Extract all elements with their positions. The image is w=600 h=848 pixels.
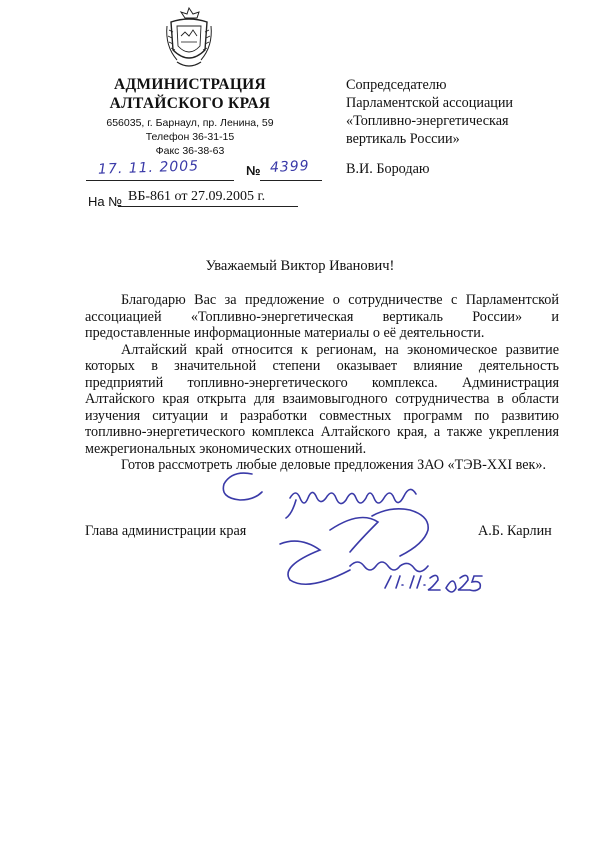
recipient-line4: вертикаль России» — [346, 131, 460, 147]
sender-org-name-line1: АДМИНИСТРАЦИЯ — [113, 76, 267, 93]
body-paragraph-1: Благодарю Вас за предложение о сотрудничестве с Парламентской ассоциацией «Топливно-энергетическая вертикаль России» и предоставленные информационные материалы о её деятельности. — [85, 292, 559, 341]
outgoing-number: 4399 — [269, 157, 311, 177]
sender-address: 656035, г. Барнаул, пр. Ленина, 59 — [106, 117, 274, 129]
recipient-line1: Сопредседателю — [346, 77, 447, 93]
body-paragraph-3: Готов рассмотреть любые деловые предложения ЗАО «ТЭВ-XXI век». — [121, 457, 547, 473]
recipient-line3: «Топливно-энергетическая — [346, 113, 509, 129]
coat-of-arms-icon — [163, 6, 215, 72]
recipient-name: В.И. Бородаю — [346, 161, 430, 177]
handwritten-signature — [210, 470, 510, 600]
signatory-name: А.Б. Карлин — [478, 523, 552, 539]
outgoing-date-line — [86, 180, 234, 181]
reference-line — [118, 206, 298, 207]
signatory-position: Глава администрации края — [85, 523, 247, 539]
sender-phone: Телефон 36-31-15 — [145, 131, 235, 143]
outgoing-number-label: № — [246, 163, 261, 178]
outgoing-date: 17. 11. 2005 — [97, 158, 200, 178]
reference-value: ВБ-861 от 27.09.2005 г. — [128, 189, 266, 204]
letter-body — [85, 292, 559, 474]
sender-org-name-line2: АЛТАЙСКОГО КРАЯ — [109, 95, 271, 112]
reference-label: На № — [88, 194, 123, 209]
body-paragraph-2: Алтайский край относится к регионам, на экономическое развитие которых в значительной степени оказывает влияние деятельность предприятий топливно-энергетического комплекса. Администрация Алтайского края открыта для взаимовыгодного сотрудничества в области изучения ситуации и разработки совместных программ по развитию топливно-энергетического комплекса Алтайского края, а также укрепления межрегиональных экономических отношений. — [85, 341, 559, 457]
recipient-line2: Парламентской ассоциации — [346, 95, 514, 111]
salutation: Уважаемый Виктор Иванович! — [205, 258, 395, 274]
outgoing-number-line — [260, 180, 322, 181]
sender-fax: Факс 36-38-63 — [155, 145, 225, 157]
